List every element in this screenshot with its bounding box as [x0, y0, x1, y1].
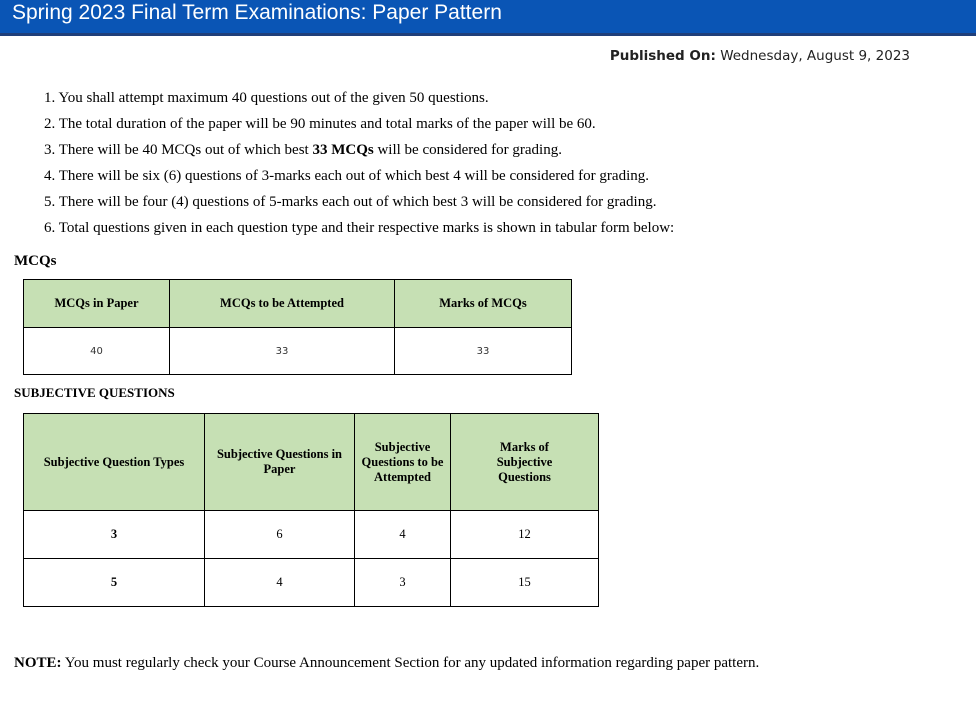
rule-text: The total duration of the paper will be 90 minutes and total marks of the paper will be 60. — [58, 116, 596, 132]
table-row — [24, 511, 599, 559]
table-header-cell: Marks of Subjective Questions — [451, 414, 599, 511]
rule-number: 4. — [44, 168, 56, 184]
table-cell: 33 — [395, 328, 572, 375]
table-cell: 3 — [24, 511, 205, 559]
page-title: Spring 2023 Final Term Examinations: Paper Pattern — [12, 1, 502, 24]
table-cell: 15 — [451, 559, 599, 607]
rule-text: will be considered for grading. — [373, 142, 562, 158]
rule-number: 3. — [44, 142, 56, 158]
rule-text-emphasis: 33 MCQs — [312, 142, 374, 158]
table-cell: 5 — [24, 559, 205, 607]
table-row — [24, 328, 572, 375]
table-cell: 40 — [24, 328, 170, 375]
table-header-cell: MCQs in Paper — [24, 280, 170, 328]
rule-number: 1. — [44, 90, 56, 106]
table-header-cell: Subjective Question Types — [24, 414, 205, 511]
note-text: You must regularly check your Course Announcement Section for any updated information regarding paper pattern. — [61, 655, 760, 671]
rule-item — [44, 115, 674, 141]
rule-item — [44, 193, 674, 219]
rules-list — [44, 89, 674, 245]
table-header-cell: Marks of MCQs — [395, 280, 572, 328]
table-cell: 4 — [205, 559, 355, 607]
rule-text: Total questions given in each question type and their respective marks is shown in tabular form below: — [58, 220, 675, 236]
subjective-section-label: SUBJECTIVE QUESTIONS — [14, 385, 175, 400]
table-cell: 33 — [170, 328, 395, 375]
published-label: Published On: — [609, 48, 716, 64]
rule-item — [44, 141, 674, 167]
table-cell: 12 — [451, 511, 599, 559]
rule-number: 5. — [44, 194, 56, 210]
table-cell: 3 — [355, 559, 451, 607]
published-date-value: Wednesday, August 9, 2023 — [720, 48, 910, 64]
table-header-cell: MCQs to be Attempted — [170, 280, 395, 328]
rule-number: 2. — [44, 116, 56, 132]
rule-item — [44, 219, 674, 245]
published-date — [610, 48, 910, 64]
note-label: NOTE: — [14, 655, 62, 671]
note — [14, 655, 759, 672]
subjective-table — [23, 413, 599, 607]
rule-item — [44, 167, 674, 193]
table-header-row — [24, 280, 572, 328]
rule-number: 6. — [44, 220, 56, 236]
rule-text: You shall attempt maximum 40 questions out of the given 50 questions. — [58, 90, 489, 106]
rule-text: There will be 40 MCQs out of which best — [58, 142, 313, 158]
mcq-section-label: MCQs — [14, 253, 57, 269]
table-cell: 4 — [355, 511, 451, 559]
table-cell: 6 — [205, 511, 355, 559]
rule-text: There will be six (6) questions of 3-marks each out of which best 4 will be considered for grading. — [58, 168, 649, 184]
table-row — [24, 559, 599, 607]
table-header-row — [24, 414, 599, 511]
mcq-table — [23, 279, 572, 375]
rule-item — [44, 89, 674, 115]
table-header-cell: Subjective Questions in Paper — [205, 414, 355, 511]
rule-text: There will be four (4) questions of 5-marks each out of which best 3 will be considered for grading. — [58, 194, 657, 210]
table-header-cell: Subjective Questions to be Attempted — [355, 414, 451, 511]
page-header — [0, 0, 976, 36]
